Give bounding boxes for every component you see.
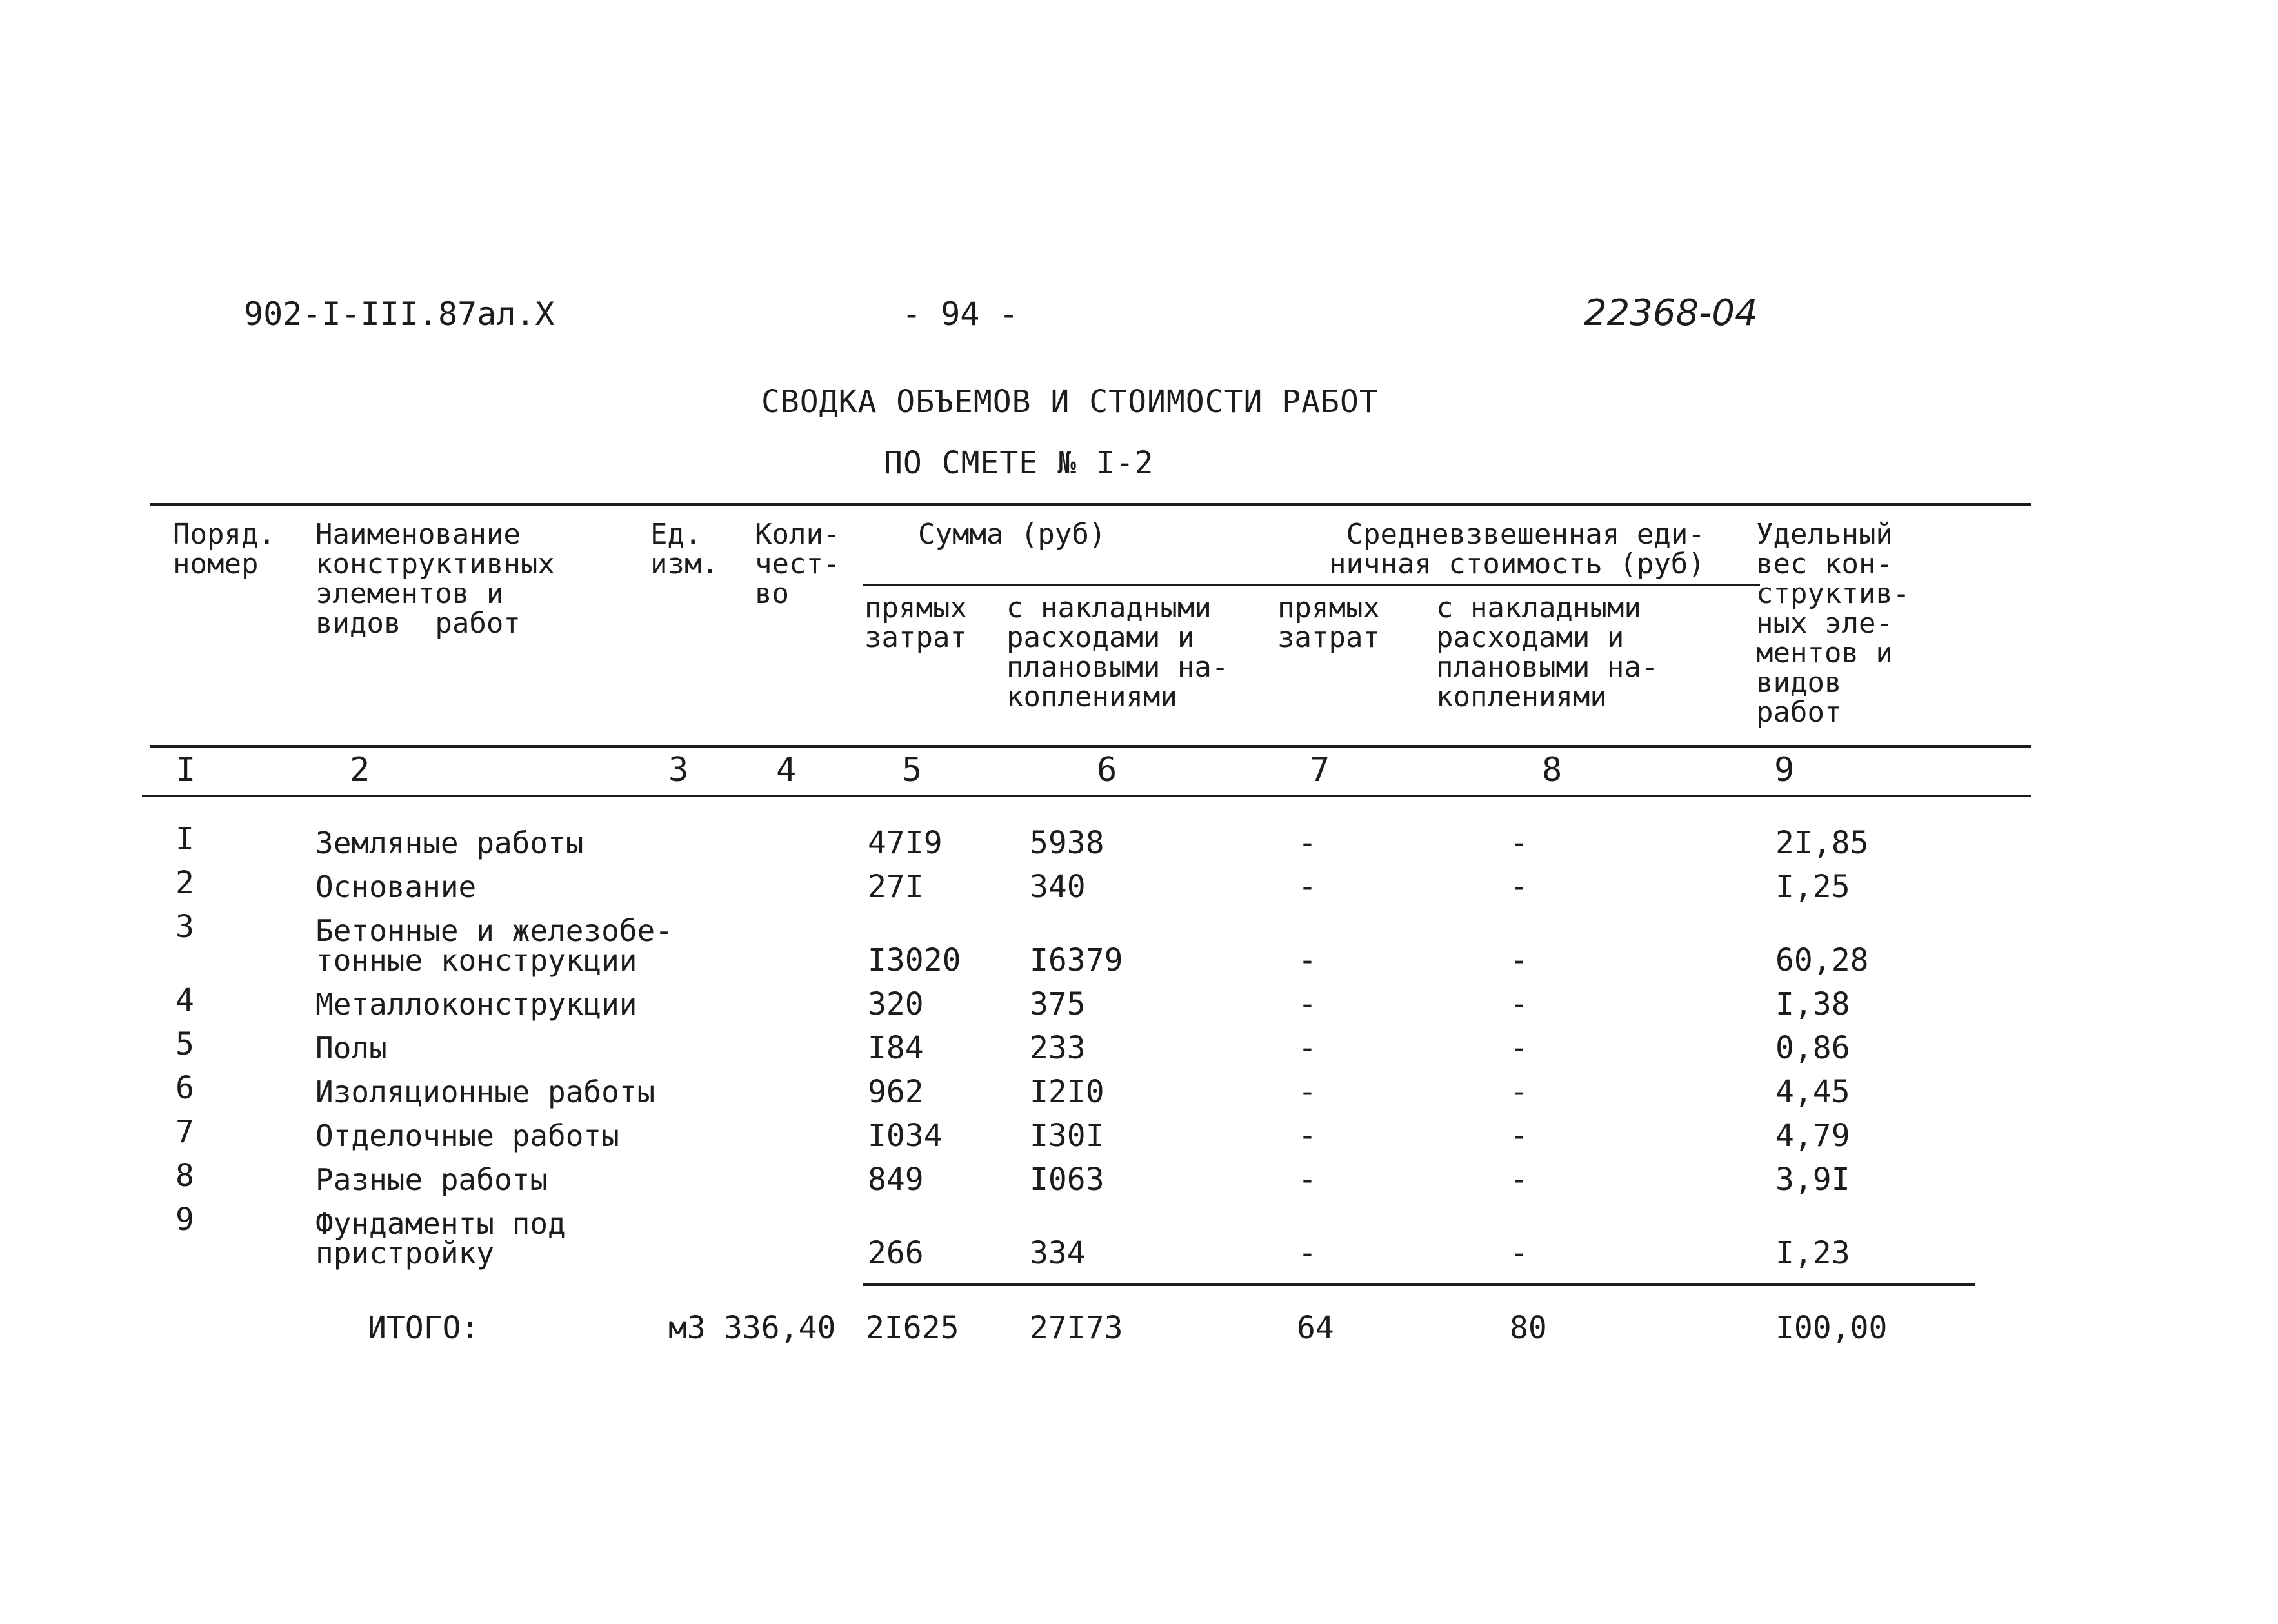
header-unit: Ед. изм.: [650, 518, 719, 580]
row-number: 5: [175, 1026, 194, 1062]
row-avg-overhead: -: [1510, 869, 1528, 905]
row-name: Разные работы: [315, 1162, 548, 1197]
row-avg-direct: -: [1298, 825, 1317, 861]
row-name: Основание: [315, 869, 477, 904]
total-share: I00,00: [1775, 1310, 1888, 1346]
total-direct-cost: 2I625: [866, 1310, 959, 1346]
row-name: Металлоконструкции: [315, 987, 637, 1022]
page-title: СВОДКА ОБЪЕМОВ И СТОИМОСТИ РАБОТ: [761, 384, 1379, 420]
row-direct-cost: 849: [868, 1162, 924, 1198]
row-share: I,25: [1775, 869, 1850, 905]
column-number: 2: [350, 751, 370, 789]
row-overhead-cost: I2I0: [1030, 1074, 1104, 1110]
row-name: Земляные работы: [315, 826, 584, 860]
row-avg-overhead: -: [1510, 1118, 1528, 1154]
table-top-rule: [150, 503, 2031, 506]
row-number: 8: [175, 1158, 194, 1194]
row-avg-overhead: -: [1510, 825, 1528, 861]
row-avg-overhead: -: [1510, 1235, 1528, 1271]
total-avg-overhead: 80: [1510, 1310, 1547, 1346]
row-avg-overhead: -: [1510, 1074, 1528, 1110]
row-direct-cost: I034: [868, 1118, 943, 1154]
page-subtitle: ПО СМЕТЕ № I-2: [884, 445, 1154, 481]
row-number: 4: [175, 982, 194, 1018]
row-name: Отделочные работы: [315, 1118, 619, 1153]
row-overhead-cost: I30I: [1030, 1118, 1104, 1154]
total-unit: м3: [668, 1310, 706, 1346]
row-avg-overhead: -: [1510, 942, 1528, 978]
header-direct-costs: прямых затрат: [864, 591, 967, 654]
document-number: 22368-04: [1584, 292, 1758, 334]
row-name: Бетонные и железобе- тонные конструкции: [315, 913, 673, 978]
header-sum-group: Сумма (руб): [918, 518, 1106, 551]
header-order-number: Поряд. номер: [173, 518, 275, 580]
row-direct-cost: I3020: [868, 942, 961, 978]
row-avg-overhead: -: [1510, 1030, 1528, 1066]
row-avg-overhead: -: [1510, 1162, 1528, 1198]
row-number: 9: [175, 1202, 194, 1238]
column-number: 7: [1310, 751, 1330, 789]
row-number: 3: [175, 909, 194, 945]
document-code: 902-I-III.87ал.X: [244, 295, 555, 333]
row-number: 6: [175, 1070, 194, 1106]
header-with-overhead: с накладными расходами и плановыми на- коплениями: [1006, 591, 1229, 713]
row-avg-direct: -: [1298, 1030, 1317, 1066]
row-share: 4,45: [1775, 1074, 1850, 1110]
row-avg-direct: -: [1298, 986, 1317, 1022]
row-share: 4,79: [1775, 1118, 1850, 1154]
column-number: 5: [902, 751, 923, 789]
header-element-name: Наименование конструктивных элементов и видов работ: [315, 518, 555, 640]
row-overhead-cost: I063: [1030, 1162, 1104, 1198]
row-name: Полы: [315, 1031, 387, 1065]
header-avg-with-overhead: с накладными расходами и плановыми на- коплениями: [1436, 591, 1659, 713]
column-number: 6: [1097, 751, 1117, 789]
header-average-group: Средневзвешенная еди- ничная стоимость (руб): [1329, 518, 1705, 580]
row-overhead-cost: 233: [1030, 1030, 1086, 1066]
column-number: 8: [1542, 751, 1563, 789]
row-direct-cost: 266: [868, 1235, 924, 1271]
header-avg-direct-costs: прямых затрат: [1277, 591, 1380, 654]
row-overhead-cost: 334: [1030, 1235, 1086, 1271]
row-overhead-cost: 5938: [1030, 825, 1104, 861]
row-direct-cost: I84: [868, 1030, 924, 1066]
row-avg-direct: -: [1298, 942, 1317, 978]
row-name: Изоляционные работы: [315, 1074, 655, 1109]
row-avg-direct: -: [1298, 1074, 1317, 1110]
row-avg-direct: -: [1298, 1235, 1317, 1271]
row-name: Фундаменты под пристройку: [315, 1206, 566, 1271]
row-overhead-cost: I6379: [1030, 942, 1123, 978]
row-number: I: [175, 821, 194, 857]
page-number: - 94 -: [902, 295, 1019, 333]
header-quantity: Коли- чест- во: [755, 518, 841, 610]
header-share: Удельный вес кон- структив- ных эле- ментов и видов работ: [1756, 518, 1910, 729]
row-overhead-cost: 375: [1030, 986, 1086, 1022]
row-direct-cost: 47I9: [868, 825, 943, 861]
total-rule: [863, 1283, 1975, 1286]
total-quantity: 336,40: [724, 1310, 836, 1346]
row-direct-cost: 320: [868, 986, 924, 1022]
row-number: 2: [175, 865, 194, 901]
column-numbers-bottom-rule: [142, 795, 2031, 797]
total-label: ИТОГО:: [368, 1310, 480, 1346]
row-number: 7: [175, 1114, 194, 1150]
row-share: 60,28: [1775, 942, 1869, 978]
row-avg-overhead: -: [1510, 986, 1528, 1022]
total-avg-direct: 64: [1297, 1310, 1334, 1346]
sum-group-rule: [863, 584, 1760, 586]
row-share: 2I,85: [1775, 825, 1869, 861]
column-numbers-top-rule: [150, 745, 2031, 748]
row-direct-cost: 27I: [868, 869, 924, 905]
row-avg-direct: -: [1298, 869, 1317, 905]
row-avg-direct: -: [1298, 1162, 1317, 1198]
row-share: I,23: [1775, 1235, 1850, 1271]
row-direct-cost: 962: [868, 1074, 924, 1110]
column-number: 3: [668, 751, 689, 789]
row-share: 0,86: [1775, 1030, 1850, 1066]
row-share: 3,9I: [1775, 1162, 1850, 1198]
column-number: I: [175, 751, 196, 789]
row-share: I,38: [1775, 986, 1850, 1022]
row-overhead-cost: 340: [1030, 869, 1086, 905]
column-number: 9: [1774, 751, 1795, 789]
total-overhead-cost: 27I73: [1030, 1310, 1123, 1346]
column-number: 4: [776, 751, 797, 789]
row-avg-direct: -: [1298, 1118, 1317, 1154]
